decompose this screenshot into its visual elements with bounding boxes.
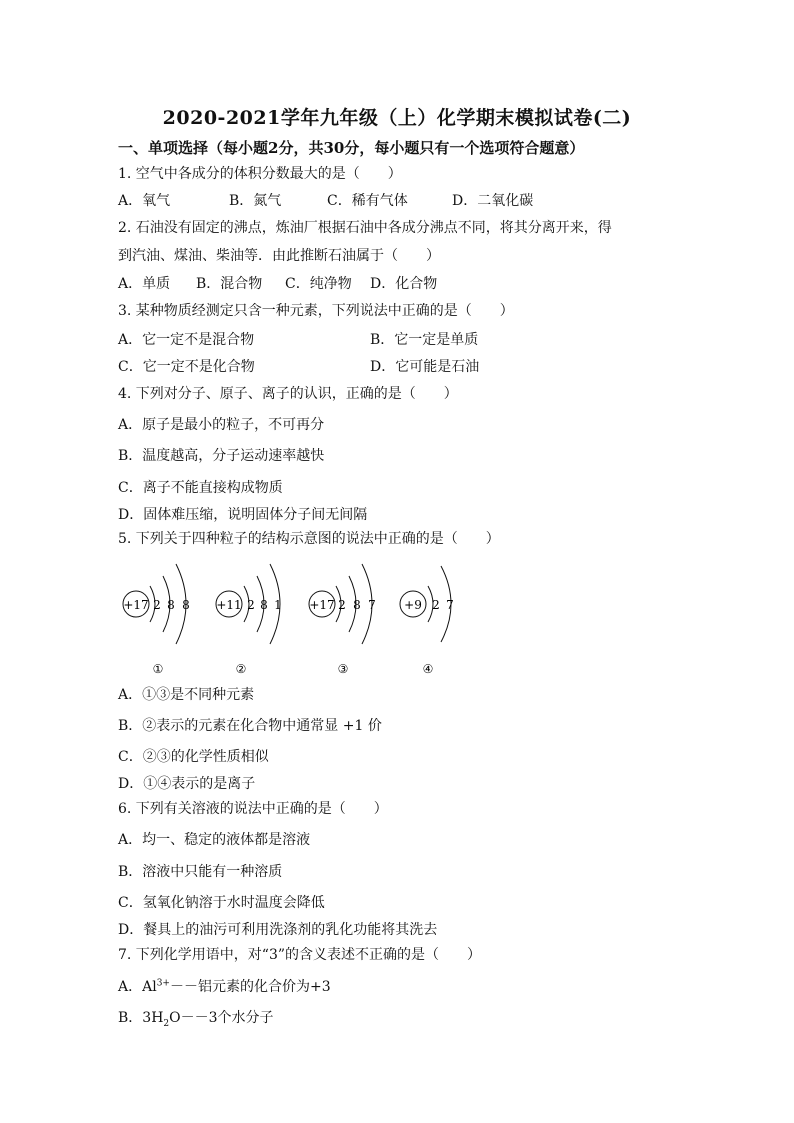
atom-diagram-1 — [123, 564, 190, 676]
question-2-stem-line1: 2. 石油没有固定的沸点，炼油厂根据石油中各成分沸点不同，将其分离开来，得 — [118, 220, 612, 236]
shell-electrons: 1 — [274, 598, 282, 612]
q7-b-text: O－－3个水分子 — [169, 1010, 274, 1026]
shell-electrons: 8 — [353, 598, 361, 612]
q6-option-b: B．溶液中只能有一种溶质 — [118, 864, 283, 880]
q7-b-subscript: 2 — [163, 1018, 170, 1029]
shell-electrons: 8 — [167, 598, 175, 612]
diagram-label: ③ — [337, 662, 349, 676]
shell-electrons: 2 — [432, 598, 440, 612]
nucleus-charge: +17 — [123, 598, 149, 612]
q7-a-prefix: A．Al — [118, 979, 157, 995]
q1-option-d: D．二氧化碳 — [452, 193, 534, 209]
q7-option-a — [118, 978, 331, 996]
diagram-label: ④ — [422, 662, 434, 676]
atom-diagram-3 — [309, 564, 376, 676]
shell-electrons: 2 — [338, 598, 346, 612]
q2-option-b: B．混合物 — [196, 276, 263, 292]
q4-option-c: C．离子不能直接构成物质 — [118, 480, 283, 496]
q1-option-a: A．氧气 — [118, 193, 171, 209]
q6-option-a: A．均一、稳定的液体都是溶液 — [118, 832, 311, 848]
shell-electrons: 7 — [368, 598, 376, 612]
q5-option-d: D．①④表示的是离子 — [118, 776, 256, 792]
shell-electrons: 7 — [446, 598, 454, 612]
q4-option-a: A．原子是最小的粒子，不可再分 — [118, 417, 325, 433]
shell-electrons: 8 — [182, 598, 190, 612]
nucleus-charge: +9 — [404, 598, 422, 612]
q5-option-c: C．②③的化学性质相似 — [118, 749, 269, 765]
q3-option-c: C．它一定不是化合物 — [118, 359, 255, 375]
q3-option-b: B．它一定是单质 — [370, 332, 479, 348]
diagram-label: ① — [152, 662, 164, 676]
q2-option-c: C．纯净物 — [285, 276, 352, 292]
shell-electrons: 2 — [247, 598, 255, 612]
question-4-stem: 4. 下列对分子、原子、离子的认识，正确的是（ ） — [118, 386, 458, 402]
question-3-stem: 3. 某种物质经测定只含一种元素，下列说法中正确的是（ ） — [118, 303, 514, 319]
question-5-stem: 5. 下列关于四种粒子的结构示意图的说法中正确的是（ ） — [118, 531, 500, 547]
question-7-stem: 7. 下列化学用语中，对“3”的含义表述不正确的是（ ） — [118, 947, 482, 963]
q7-option-b — [118, 1009, 274, 1027]
atom-diagram-4 — [400, 566, 454, 676]
q6-option-d: D．餐具上的油污可利用洗涤剂的乳化功能将其洗去 — [118, 922, 438, 938]
q1-option-c: C．稀有气体 — [327, 193, 408, 209]
q5-option-b: B．②表示的元素在化合物中通常显 +1 价 — [118, 718, 382, 734]
nucleus-charge: +17 — [309, 598, 335, 612]
q7-a-charge: 3+ — [156, 978, 170, 989]
q3-option-d: D．它可能是石油 — [370, 359, 480, 375]
q4-option-d: D．固体难压缩，说明固体分子间无间隔 — [118, 507, 368, 523]
q1-option-b: B．氮气 — [229, 193, 282, 209]
question-6-stem: 6. 下列有关溶液的说法中正确的是（ ） — [118, 801, 388, 817]
question-2-stem-line2: 到汽油、煤油、柴油等．由此推断石油属于（ ） — [118, 248, 440, 264]
q4-option-b: B．温度越高，分子运动速率越快 — [118, 448, 325, 464]
shell-electrons: 8 — [260, 598, 268, 612]
page-title: 2020-2021学年九年级（上）化学期末模拟试卷(二) — [162, 107, 632, 129]
q6-option-c: C．氢氧化钠溶于水时温度会降低 — [118, 895, 325, 911]
q7-b-prefix: B．3H — [118, 1010, 164, 1026]
q5-option-a: A．①③是不同种元素 — [118, 687, 255, 703]
atom-diagram-2 — [216, 564, 282, 676]
q7-a-text: －－铝元素的化合价为+3 — [169, 979, 331, 995]
nucleus-charge: +11 — [216, 598, 242, 612]
section-heading: 一、单项选择（每小题2分，共30分，每小题只有一个选项符合题意） — [118, 139, 585, 157]
q2-option-a: A．单质 — [118, 276, 171, 292]
q2-option-d: D．化合物 — [370, 276, 438, 292]
diagram-label: ② — [235, 662, 247, 676]
q3-option-a: A．它一定不是混合物 — [118, 332, 255, 348]
question-1-stem: 1. 空气中各成分的体积分数最大的是（ ） — [118, 166, 402, 182]
atomic-structure-diagrams — [110, 556, 470, 682]
shell-electrons: 2 — [153, 598, 161, 612]
